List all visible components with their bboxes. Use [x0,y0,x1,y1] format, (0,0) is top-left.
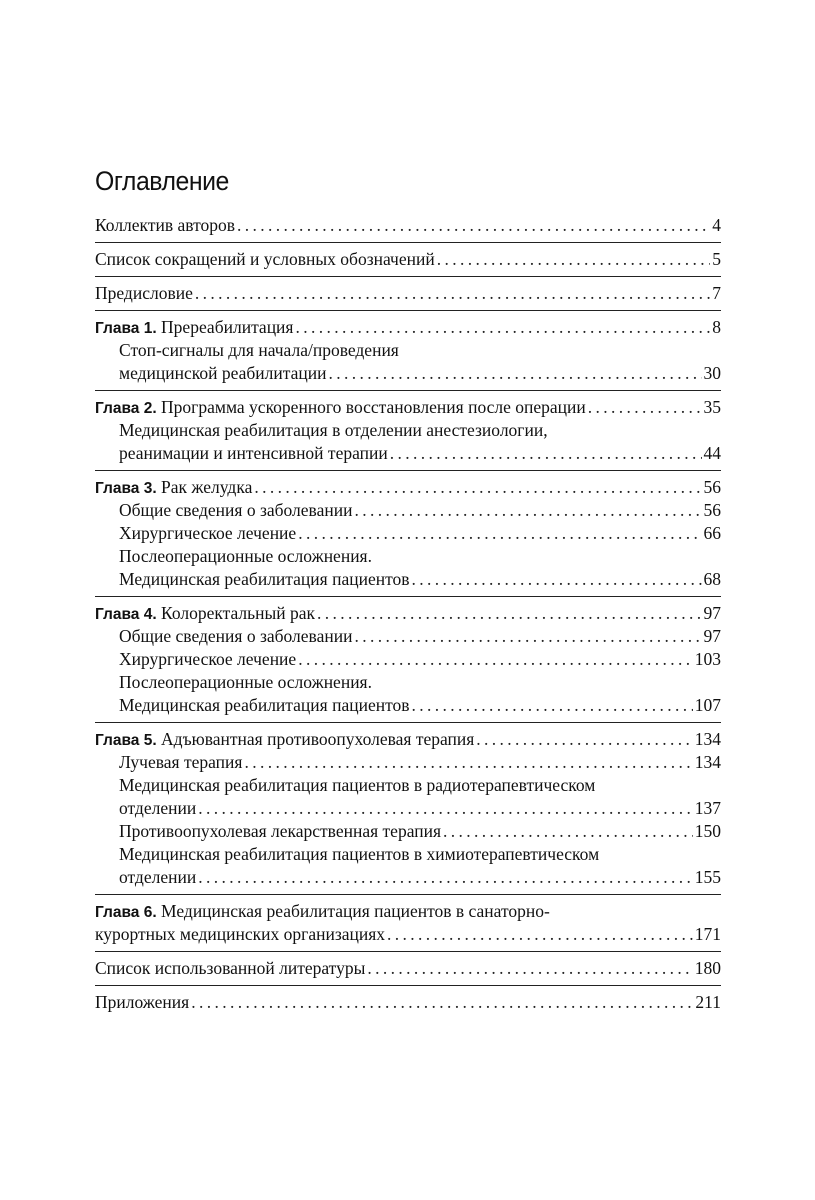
page-number: 171 [694,924,721,944]
toc-page [95,165,721,1019]
toc-entry[interactable] [95,442,721,465]
dot-leader [354,499,701,522]
page-number: 150 [694,821,721,841]
toc-entry-text: Лучевая терапия [119,752,243,772]
toc-entry-text: Стоп-сигналы для начала/проведения [119,340,399,360]
toc-entry[interactable] [95,923,721,946]
dot-leader [317,602,701,625]
toc-entry-title [119,866,196,889]
toc-entry-title [119,625,352,648]
toc-entry-text: Колоректальный рак [156,603,316,623]
toc-group [95,723,721,895]
toc-group [95,277,721,311]
toc-entry[interactable] [95,797,721,820]
toc-entry[interactable] [95,476,721,499]
toc-entry[interactable] [95,362,721,385]
toc-group [95,597,721,723]
toc-entry-title [119,362,326,385]
chapter-label: Глава 2. [95,400,157,417]
toc-entry-text: Программа ускоренного восстановления после операции [156,397,586,417]
toc-entry-text: Общие сведения о заболевании [119,626,353,646]
toc-entry-text: отделении [119,798,197,818]
toc-entry-text: Медицинская реабилитация пациентов в радиотерапевтическом [119,775,596,795]
toc-entry[interactable] [95,282,721,305]
dot-leader [443,820,693,843]
page-number: 97 [703,626,721,646]
dot-leader [390,442,702,465]
dot-leader [437,248,711,271]
toc-group [95,209,721,243]
toc-entry[interactable] [95,499,721,522]
toc-group [95,243,721,277]
toc-entry-title [119,774,595,797]
toc-entry-text: медицинской реабилитации [119,363,327,383]
toc-entry-text: Хирургическое лечение [119,523,297,543]
toc-entry[interactable] [95,728,721,751]
toc-entry[interactable] [95,522,721,545]
dot-leader [195,282,710,305]
toc-entry-text: Рак желудка [156,477,253,497]
toc-entry[interactable] [95,843,721,866]
page-number: 66 [703,523,721,543]
dot-leader [244,751,692,774]
toc-entry-text: Приложения [95,992,190,1012]
toc-entry[interactable] [95,625,721,648]
dot-leader [328,362,701,385]
table-of-contents [95,209,721,1019]
page-number: 137 [694,798,721,818]
page-number: 155 [694,867,721,887]
dot-leader [298,522,701,545]
toc-entry-title [95,476,252,500]
toc-entry[interactable] [95,602,721,625]
chapter-label: Глава 1. [95,320,157,337]
page-number: 56 [703,477,721,497]
page-number: 35 [703,397,721,417]
toc-entry-text: отделении [119,867,197,887]
toc-entry-title [95,728,474,752]
toc-entry-text: курортных медицинских организациях [95,924,386,944]
dot-leader [354,625,701,648]
toc-entry-title [119,751,242,774]
toc-entry[interactable] [95,248,721,271]
dot-leader [198,797,693,820]
toc-entry-text: Пререабилитация [156,317,294,337]
toc-entry-title [119,419,548,442]
dot-leader [367,957,692,980]
toc-group [95,986,721,1019]
toc-entry-text: Медицинская реабилитация пациентов в химиотерапевтическом [119,844,600,864]
toc-entry-title [95,991,189,1014]
chapter-label: Глава 6. [95,904,157,921]
toc-entry[interactable] [95,957,721,980]
toc-entry-text: Послеоперационные осложнения. [119,546,372,566]
toc-entry-title [95,900,550,924]
dot-leader [254,476,701,499]
toc-entry[interactable] [95,396,721,419]
toc-entry-text: Хирургическое лечение [119,649,297,669]
page-number: 103 [694,649,721,669]
dot-leader [191,991,693,1014]
page-number: 68 [703,569,721,589]
page-number: 180 [694,958,721,978]
page-number: 4 [712,215,721,235]
toc-entry-title [119,820,441,843]
toc-entry[interactable] [95,751,721,774]
toc-entry[interactable] [95,545,721,568]
dot-leader [588,396,702,419]
toc-entry-text: Противоопухолевая лекарственная терапия [119,821,442,841]
page-number: 5 [712,249,721,269]
toc-entry[interactable] [95,339,721,362]
toc-entry[interactable] [95,694,721,717]
dot-leader [476,728,692,751]
toc-entry[interactable] [95,900,721,923]
toc-entry-text: Медицинская реабилитация пациентов [119,695,410,715]
toc-entry-title [119,671,372,694]
dot-leader [298,648,693,671]
toc-group [95,952,721,986]
toc-entry-text: Общие сведения о заболевании [119,500,353,520]
page-number: 134 [694,729,721,749]
toc-entry-title [95,214,235,237]
toc-entry-text: Адъювантная противоопухолевая терапия [156,729,475,749]
dot-leader [412,694,693,717]
chapter-label: Глава 4. [95,606,157,623]
page-number: 7 [712,283,721,303]
toc-entry-title [95,602,315,626]
toc-entry[interactable] [95,316,721,339]
toc-entry[interactable] [95,866,721,889]
toc-entry-text: Коллектив авторов [95,215,235,235]
toc-entry-text: реанимации и интенсивной терапии [119,443,388,463]
toc-entry-title [119,442,388,465]
toc-entry-text: Медицинская реабилитация в отделении анестезиологии, [119,420,548,440]
toc-entry-title [119,843,599,866]
toc-entry-title [119,339,399,362]
toc-entry[interactable] [95,648,721,671]
toc-entry-text: Предисловие [95,283,193,303]
chapter-label: Глава 3. [95,480,157,497]
toc-entry-title [95,316,293,340]
dot-leader [237,214,710,237]
toc-entry-text: Список использованной литературы [95,958,366,978]
toc-entry-title [95,923,385,946]
toc-entry[interactable] [95,991,721,1014]
toc-entry[interactable] [95,820,721,843]
toc-entry-title [119,545,372,568]
page-number: 107 [694,695,721,715]
page-title: Оглавление [95,166,229,196]
toc-entry-text: Медицинская реабилитация пациентов [119,569,410,589]
page-number: 30 [703,363,721,383]
toc-entry-title [95,282,193,305]
toc-entry-title [95,396,586,420]
page-number: 134 [694,752,721,772]
page-number: 211 [695,992,721,1012]
toc-group [95,895,721,952]
toc-entry-title [119,648,296,671]
dot-leader [387,923,693,946]
toc-group [95,391,721,471]
dot-leader [198,866,693,889]
dot-leader [412,568,702,591]
page-number: 97 [703,603,721,623]
toc-entry[interactable] [95,419,721,442]
toc-entry-title [119,522,296,545]
toc-entry-text: Послеоперационные осложнения. [119,672,372,692]
page-number: 44 [703,443,721,463]
toc-group [95,471,721,597]
toc-entry[interactable] [95,214,721,237]
toc-entry-text: Медицинская реабилитация пациентов в санаторно- [156,901,550,921]
toc-entry[interactable] [95,774,721,797]
chapter-label: Глава 5. [95,732,157,749]
toc-entry-title [119,568,410,591]
page-number: 56 [703,500,721,520]
toc-entry-text: Список сокращений и условных обозначений [95,249,435,269]
toc-group [95,311,721,391]
page-number: 8 [712,317,721,337]
toc-entry-title [119,694,410,717]
toc-entry-title [119,797,196,820]
toc-entry[interactable] [95,671,721,694]
dot-leader [295,316,710,339]
toc-entry-title [119,499,352,522]
toc-entry[interactable] [95,568,721,591]
toc-entry-title [95,248,435,271]
toc-entry-title [95,957,365,980]
